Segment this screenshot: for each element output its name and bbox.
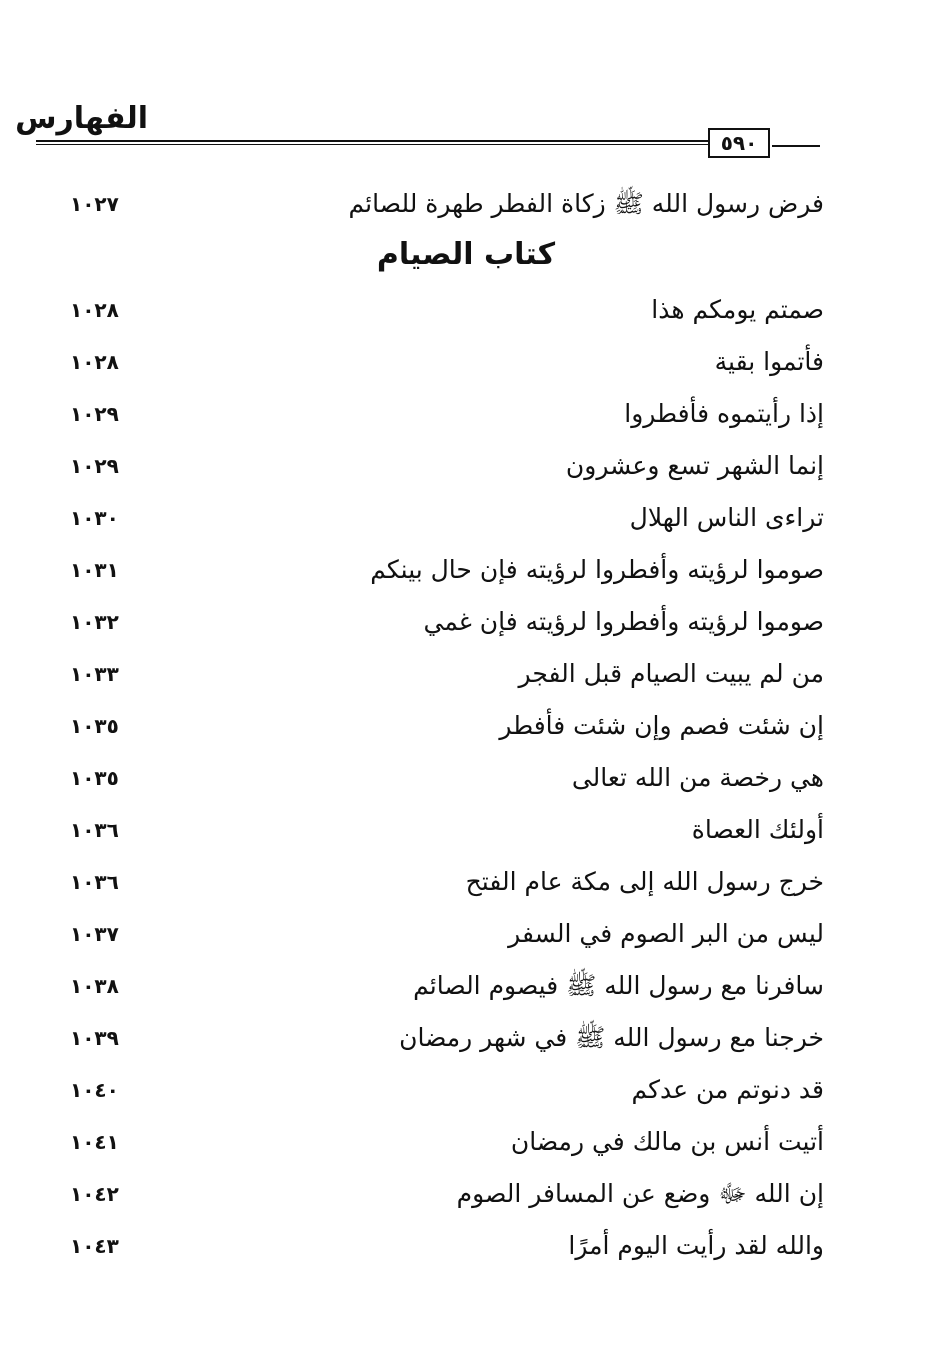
entry-text: صوموا لرؤيته وأفطروا لرؤيته فإن غمي <box>423 607 824 636</box>
entry-text: من لم يبيت الصيام قبل الفجر <box>518 659 824 688</box>
entry-text: فأتموا بقية <box>714 347 824 376</box>
header-rule-right <box>772 145 820 147</box>
entry-text: أولئك العصاة <box>691 815 824 844</box>
entry-page: ١٠٢٨ <box>70 298 119 322</box>
entry-page: ١٠٢٩ <box>70 402 119 426</box>
entry-page: ١٠٣٩ <box>70 1026 119 1050</box>
entry-page: ١٠٣٥ <box>70 714 119 738</box>
index-entry <box>60 1118 824 1170</box>
index-entry <box>60 1014 824 1066</box>
entry-page: ١٠٣٣ <box>70 662 119 686</box>
entry-page: ١٠٢٨ <box>70 350 119 374</box>
index-entry <box>60 1170 824 1222</box>
entry-page: ١٠٤٣ <box>70 1234 119 1258</box>
index-entry <box>60 338 824 390</box>
index-entry <box>60 546 824 598</box>
index-entry <box>60 442 824 494</box>
page-header <box>0 100 932 170</box>
entry-text: هي رخصة من الله تعالى <box>571 763 824 792</box>
entry-page: ١٠٣٨ <box>70 974 119 998</box>
entry-page: ١٠٢٧ <box>70 192 119 216</box>
index-entry <box>60 754 824 806</box>
entry-text: أتيت أنس بن مالك في رمضان <box>510 1127 824 1156</box>
page-number: ٥٩٠ <box>708 128 770 158</box>
section-title: كتاب الصيام <box>376 237 556 272</box>
entry-text: إذا رأيتموه فأفطروا <box>624 399 824 428</box>
entry-page: ١٠٣٧ <box>70 922 119 946</box>
entry-text: صمتم يومكم هذا <box>651 295 824 324</box>
index-entry <box>60 180 824 232</box>
entry-text: فرض رسول الله ﷺ زكاة الفطر طهرة للصائم <box>348 189 824 218</box>
entry-text: إنما الشهر تسع وعشرون <box>565 451 824 480</box>
index-entry <box>60 1222 824 1274</box>
entry-page: ١٠٣٠ <box>70 506 119 530</box>
entry-page: ١٠٣٦ <box>70 818 119 842</box>
index-entry <box>60 286 824 338</box>
index-entry <box>60 494 824 546</box>
index-entry <box>60 962 824 1014</box>
index-entry <box>60 858 824 910</box>
entry-text: سافرنا مع رسول الله ﷺ فيصوم الصائم <box>413 971 824 1000</box>
entry-page: ١٠٤١ <box>70 1130 119 1154</box>
entry-text: قد دنوتم من عدكم <box>631 1075 824 1104</box>
entry-text: تراءى الناس الهلال <box>629 503 824 532</box>
entry-text: إن شئت فصم وإن شئت فأفطر <box>499 711 824 740</box>
entry-text: ليس من البر الصوم في السفر <box>508 919 824 948</box>
index-entry <box>60 702 824 754</box>
entry-page: ١٠٣٥ <box>70 766 119 790</box>
index-entry <box>60 650 824 702</box>
entry-text: خرج رسول الله إلى مكة عام الفتح <box>465 867 824 896</box>
running-head: الفهارس <box>15 101 148 136</box>
entry-page: ١٠٣٢ <box>70 610 119 634</box>
entry-text: صوموا لرؤيته وأفطروا لرؤيته فإن حال بينكم <box>370 555 824 584</box>
entry-page: ١٠٤٠ <box>70 1078 119 1102</box>
entry-text: إن الله ﷻ وضع عن المسافر الصوم <box>456 1179 824 1208</box>
header-rule <box>36 140 708 142</box>
entry-page: ١٠٣١ <box>70 558 119 582</box>
entry-page: ١٠٢٩ <box>70 454 119 478</box>
index-entry <box>60 390 824 442</box>
header-rule-thin <box>36 144 708 145</box>
index-entry <box>60 598 824 650</box>
entry-page: ١٠٣٦ <box>70 870 119 894</box>
entry-text: والله لقد رأيت اليوم أمرًا <box>568 1231 824 1260</box>
entry-page: ١٠٤٢ <box>70 1182 119 1206</box>
index-entry <box>60 910 824 962</box>
entry-text: خرجنا مع رسول الله ﷺ في شهر رمضان <box>399 1023 824 1052</box>
index-entry <box>60 1066 824 1118</box>
index-entry <box>60 806 824 858</box>
